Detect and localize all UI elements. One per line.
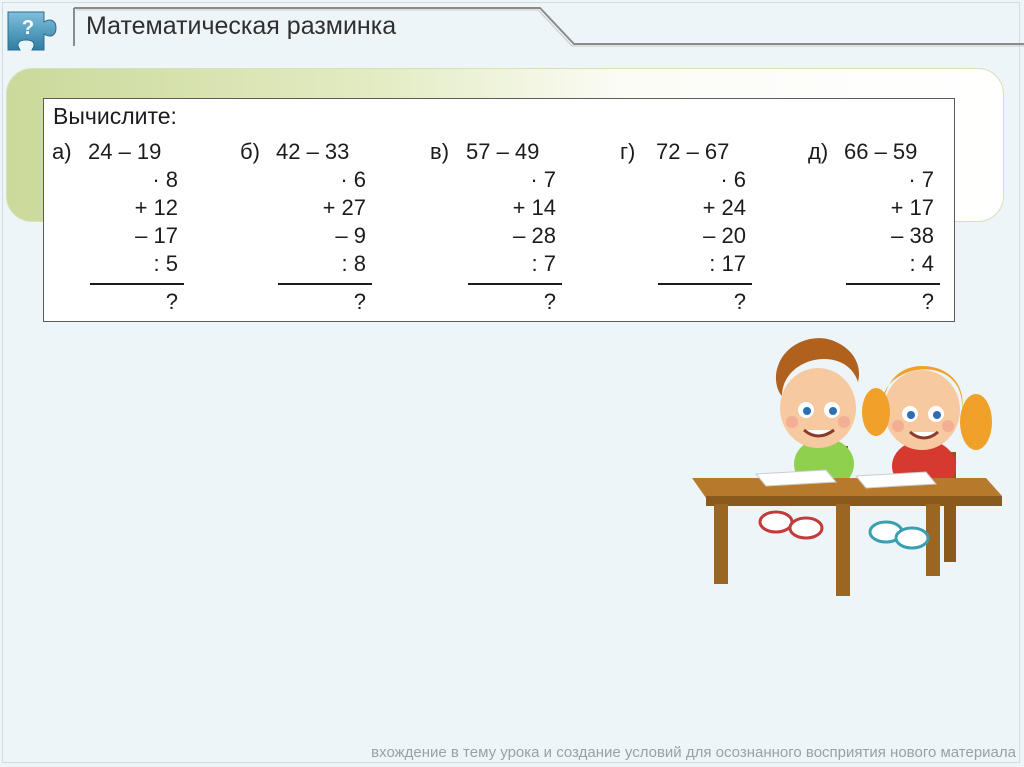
- column-rule: [468, 283, 562, 285]
- column-op: + 17: [890, 195, 934, 220]
- exercise-column-c: [430, 139, 560, 319]
- exercise-column-b: [240, 139, 370, 319]
- column-op: + 14: [512, 195, 556, 220]
- column-op: – 28: [513, 223, 556, 248]
- column-label: д): [808, 139, 829, 164]
- column-expression: 24 – 19: [88, 139, 162, 164]
- column-op: – 20: [703, 223, 746, 248]
- column-op: · 7: [908, 167, 934, 192]
- column-label: г): [620, 139, 636, 164]
- column-op: + 24: [702, 195, 746, 220]
- column-op: : 17: [709, 251, 746, 276]
- column-label: б): [240, 139, 260, 164]
- column-expression: 72 – 67: [656, 139, 730, 164]
- column-op: : 5: [153, 251, 178, 276]
- column-op: + 12: [134, 195, 178, 220]
- column-result: ?: [353, 289, 366, 314]
- column-expression: 42 – 33: [276, 139, 350, 164]
- exercise-column-a: [52, 139, 182, 319]
- column-rule: [846, 283, 940, 285]
- column-rule: [278, 283, 372, 285]
- column-op: + 27: [322, 195, 366, 220]
- column-expression: 57 – 49: [466, 139, 540, 164]
- column-op: : 8: [341, 251, 366, 276]
- column-rule: [658, 283, 752, 285]
- column-result: ?: [921, 289, 934, 314]
- column-op: : 4: [909, 251, 934, 276]
- column-rule: [90, 283, 184, 285]
- footer-caption: вхождение в тему урока и создание условий для осознанного восприятия нового материала: [371, 744, 1016, 761]
- exercise-column-e: [808, 139, 938, 319]
- column-op: · 6: [340, 167, 366, 192]
- column-op: – 38: [891, 223, 934, 248]
- column-result: ?: [543, 289, 556, 314]
- column-op: · 7: [530, 167, 556, 192]
- column-result: ?: [165, 289, 178, 314]
- column-op: – 17: [135, 223, 178, 248]
- desk-top-icon: [692, 478, 1002, 498]
- column-op: : 7: [531, 251, 556, 276]
- exercise-column-d: [620, 139, 750, 319]
- exercise-box: [43, 98, 955, 322]
- column-op: · 8: [152, 167, 178, 192]
- page-title: Математическая разминка: [86, 12, 397, 40]
- column-op: · 6: [720, 167, 746, 192]
- exercise-instruction: Вычислите:: [53, 103, 177, 129]
- column-expression: 66 – 59: [844, 139, 918, 164]
- children-at-desk-illustration: [686, 326, 1002, 596]
- puzzle-question-icon: [6, 8, 66, 54]
- puzzle-icon-text: ?: [21, 17, 35, 39]
- column-op: – 9: [335, 223, 366, 248]
- column-label: в): [430, 139, 450, 164]
- column-result: ?: [733, 289, 746, 314]
- column-label: а): [52, 139, 72, 164]
